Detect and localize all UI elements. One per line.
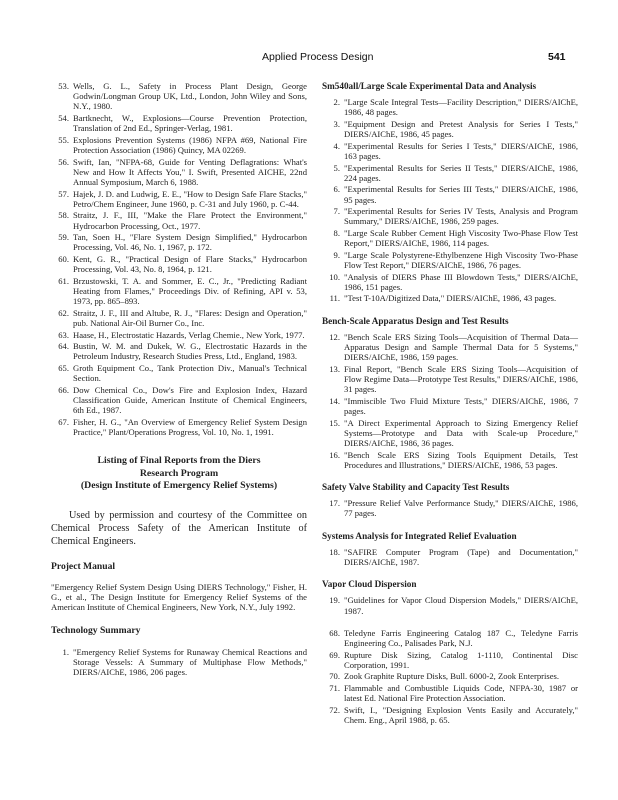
reference-item	[51, 135, 307, 155]
listing-title-line: Listing of Final Reports from the Diers	[97, 455, 261, 467]
reference-text: "Bench Scale ERS Sizing Tools—Acquisition of Thermal Data—Apparatus Design and Sample Thermal Data for 5 Systems," DIERS/AIChE, 1986, 159 pages.	[344, 331, 578, 363]
reference-item	[51, 210, 307, 230]
reference-number: 15.	[329, 417, 340, 428]
reference-text: "Analysis of DIERS Phase III Blowdown Tests," DIERS/AIChE, 1986, 151 pages.	[344, 271, 578, 292]
reference-item	[322, 705, 578, 725]
reference-text: Straitz, J. F., III and Altube, R. J., "Flares: Design and Operation," pub. National Air-Oil Burner Co., Inc.	[73, 307, 307, 328]
reference-number: 16.	[329, 449, 340, 460]
left-column	[51, 81, 307, 679]
reference-text: Kent, G. R., "Practical Design of Flare Stacks," Hydrocarbon Processing, Vol. 43, No. 8, 1964, p. 121.	[73, 253, 307, 275]
reference-text: Final Report, "Bench Scale ERS Sizing Tools—Acquisition of Flow Regime Data—Prototype Test Results," DIERS/AIChE, 1986, 31 pages.	[344, 363, 578, 395]
permission-note: Used by permission and courtesy of the Committee on Chemical Process Safety of the American Institute of Chemical Engineers.	[51, 509, 307, 547]
reference-number: 71.	[329, 683, 340, 693]
systems-analysis-heading: Systems Analysis for Integrated Relief Evaluation	[322, 530, 517, 541]
reference-number: 7.	[333, 206, 340, 217]
reference-item	[322, 184, 578, 204]
reference-item	[322, 547, 578, 567]
reference-list-53-67	[51, 81, 307, 437]
reference-item	[51, 308, 307, 328]
reference-item	[322, 498, 578, 518]
reference-text: "Large Scale Polystyrene-Ethylbenzene High Viscosity Two-Phase Flow Test Report," DIERS/AIChE, 1986, 76 pages.	[344, 249, 578, 270]
reference-item	[51, 254, 307, 274]
reference-number: 54.	[58, 113, 69, 123]
reference-item	[322, 364, 578, 395]
reference-item	[51, 276, 307, 307]
bench-heading: Bench-Scale Apparatus Design and Test Results	[322, 315, 509, 326]
reference-item	[51, 330, 307, 340]
reference-number: 8.	[333, 227, 340, 238]
reference-number: 55.	[58, 134, 69, 145]
reference-item	[322, 250, 578, 270]
reference-number: 12.	[329, 331, 340, 342]
reference-text: Haase, H., Electrostatic Hazards, Verlag Chemie., New York, 1977.	[73, 329, 305, 340]
reference-number: 72.	[329, 704, 340, 715]
reference-number: 58.	[58, 210, 69, 221]
right-column	[322, 81, 578, 727]
reference-number: 4.	[333, 140, 340, 151]
reference-text: Bartknecht, W., Explosions—Course Prevention Protection, Translation of 2nd Ed., Springer-Verlag, 1981.	[73, 113, 307, 134]
reference-number: 59.	[58, 232, 69, 243]
reference-number: 60.	[58, 253, 69, 264]
reference-item	[51, 189, 307, 209]
reference-number: 2.	[333, 97, 340, 108]
reference-item	[322, 418, 578, 449]
running-title: Applied Process Design	[262, 51, 374, 63]
sm540-heading: Sm540all/Large Scale Experimental Data and Analysis	[322, 81, 537, 91]
listing-title-line: Research Program	[139, 467, 219, 479]
reference-number: 68.	[329, 627, 340, 638]
reference-number: 53.	[58, 81, 69, 91]
reference-number: 17.	[329, 498, 340, 509]
reference-text: Dow Chemical Co., Dow's Fire and Explosion Index, Hazard Classification Guide, American Institute of Chemical Engineers, 6th Ed., 1987.	[73, 384, 307, 416]
reference-number: 18.	[329, 546, 340, 557]
reference-text: Swift, Ian, "NFPA-68, Guide for Venting Deflagrations: What's New and How It Affects You," I. Swift, Presented AICHE, 22nd Annual Symposium, March 6, 1988.	[73, 156, 307, 187]
reference-text: Fisher, H. G., "An Overview of Emergency Relief System Design Practice," Plant/Operations Progress, Vol. 10, No. 1, 1991.	[73, 416, 307, 437]
reference-item	[322, 272, 578, 292]
reference-item	[51, 647, 307, 678]
reference-number: 57.	[58, 188, 69, 199]
reference-text: "Experimental Results for Series I Tests," DIERS/AIChE, 1986, 163 pages.	[344, 140, 578, 161]
reference-text: Straitz, J. F., III, "Make the Flare Protect the Environment," Hydrocarbon Processing, Oct., 1977.	[73, 210, 307, 231]
listing-title-line: (Design Institute of Emergency Relief Systems)	[80, 480, 278, 492]
reference-item	[51, 417, 307, 437]
reference-number: 1.	[62, 646, 69, 657]
reference-item	[51, 113, 307, 133]
reference-text: "Test T-10A/Digitized Data," DIERS/AIChE, 1986, 43 pages.	[344, 293, 557, 304]
reference-text: Teledyne Farris Engineering Catalog 187 C., Teledyne Farris Engineering Co., Palisades Park, N.J.	[344, 627, 578, 649]
reference-text: Rupture Disk Sizing, Catalog 1-1110, Continental Disc Corporation, 1991.	[344, 649, 578, 670]
reference-item	[322, 650, 578, 670]
reference-item	[322, 293, 578, 303]
reference-number: 13.	[329, 363, 340, 374]
reference-text: Tan, Soen H., "Flare System Design Simplified," Hydrocarbon Processing, Vol. 46, No. 1, 1967, p. 172.	[73, 232, 307, 253]
reference-item	[322, 671, 578, 681]
reference-text: "Pressure Relief Valve Performance Study," DIERS/AIChE, 1986, 77 pages.	[344, 498, 578, 519]
reference-list-68-72	[322, 628, 578, 725]
reference-item	[51, 363, 307, 383]
reference-text: "Equipment Design and Pretest Analysis for Series I Tests," DIERS/AIChE, 1986, 45 pages.	[344, 119, 578, 140]
reference-item	[51, 385, 307, 416]
reference-text: "Bench Scale ERS Sizing Tools Equipment Details, Test Procedures and Illustrations," DIERS/AIChE, 1986, 53 pages.	[344, 449, 578, 470]
reference-text: Wells, G. L., Safety in Process Plant Design, George Godwin/Longman Group UK, Ltd., London, John Wiley and Sons, N.Y., 1980.	[73, 81, 307, 112]
reference-item	[322, 332, 578, 363]
reference-number: 70.	[329, 671, 340, 682]
reference-number: 64.	[58, 341, 69, 352]
page-number: 541	[548, 51, 566, 63]
vapor-cloud-heading: Vapor Cloud Dispersion	[322, 579, 417, 590]
reference-item	[322, 206, 578, 226]
reference-item	[322, 141, 578, 161]
reference-text: Brzustowski, T. A. and Sommer, E. C., Jr., "Predicting Radiant Heating from Flames," Proceedings Div. of Refining, API v. 53, 1973, pp. 865–893.	[73, 275, 307, 307]
reference-text: "Large Scale Integral Tests—Facility Description," DIERS/AIChE, 1986, 48 pages.	[344, 97, 578, 118]
reference-text: "A Direct Experimental Approach to Sizing Emergency Relief Systems—Prototype and Data with Scale-up Procedure," DIERS/AIChE, 1986, 36 pages.	[344, 417, 578, 448]
project-manual-heading: Project Manual	[51, 560, 116, 572]
reference-text: "Guidelines for Vapor Cloud Dispersion Models," DIERS/AIChE, 1987.	[344, 595, 578, 616]
reference-text: "Experimental Results for Series III Tests," DIERS/AIChE, 1986, 95 pages.	[344, 184, 578, 205]
reference-item	[322, 683, 578, 703]
reference-text: Flammable and Combustible Liquids Code, NFPA-30, 1987 or latest Ed. National Fire Protection Association.	[344, 683, 578, 704]
reference-text: "Experimental Results for Series IV Tests, Analysis and Program Summary," DIERS/AIChE, 1986, 259 pages.	[344, 206, 578, 227]
safety-valve-heading: Safety Valve Stability and Capacity Test Results	[322, 481, 510, 492]
reference-text: "Emergency Relief Systems for Runaway Chemical Reactions and Storage Vessels: A Summary of Multiphase Flow Methods," DIERS/AIChE, 1986, 206 pages.	[73, 646, 307, 678]
reference-number: 5.	[333, 162, 340, 173]
reference-item	[322, 450, 578, 470]
reference-text: "SAFIRE Computer Program (Tape) and Documentation," DIERS/AIChE, 1987.	[344, 546, 578, 567]
reference-number: 9.	[333, 249, 340, 260]
reference-item	[322, 163, 578, 183]
reference-item	[51, 341, 307, 361]
technology-summary-heading: Technology Summary	[51, 625, 141, 637]
reference-text: Explosions Prevention Systems (1986) NFPA #69, National Fire Protection Association (1986) Quincy, MA 02269.	[73, 134, 307, 155]
reference-item	[322, 396, 578, 416]
reference-number: 69.	[329, 649, 340, 660]
reference-number: 61.	[58, 275, 69, 286]
reference-number: 62.	[58, 307, 69, 318]
reference-number: 66.	[58, 384, 69, 395]
reference-item	[51, 81, 307, 112]
reference-number: 3.	[333, 119, 340, 129]
reference-number: 67.	[58, 416, 69, 427]
reference-number: 65.	[58, 362, 69, 373]
reference-number: 6.	[333, 184, 340, 195]
reference-number: 10.	[329, 271, 340, 282]
reference-item	[51, 232, 307, 252]
reference-text: Groth Equipment Co., Tank Protection Div., Manual's Technical Section.	[73, 362, 307, 384]
reference-item	[322, 119, 578, 139]
reference-item	[322, 628, 578, 648]
reference-number: 56.	[58, 156, 69, 167]
reference-item	[51, 157, 307, 188]
project-manual-text: "Emergency Relief System Design Using DIERS Technology," Fisher, H. G., et al., The Design Institute for Emergency Relief Systems of the American Institute of Chemical Engineers, New York, N.Y., July 1992.	[51, 581, 307, 613]
listing-title	[51, 455, 307, 493]
reference-text: "Immiscible Two Fluid Mixture Tests," DIERS/AIChE, 1986, 7 pages.	[344, 395, 578, 416]
reference-text: "Large Scale Rubber Cement High Viscosity Two-Phase Flow Test Report," DIERS/AIChE, 1986, 114 pages.	[344, 227, 578, 249]
reference-number: 63.	[58, 329, 69, 340]
reference-text: Hajek, J. D. and Ludwig, E. E., "How to Design Safe Flare Stacks," Petro/Chem Engineer, June 1960, p. C-31 and July 1960, p. C-44.	[73, 188, 307, 209]
reference-item	[322, 97, 578, 117]
reference-text: Zook Graphite Rupture Disks, Bull. 6000-2, Zook Enterprises.	[344, 671, 560, 682]
reference-item	[322, 595, 578, 615]
reference-number: 19.	[329, 595, 340, 606]
reference-number: 14.	[329, 395, 340, 406]
reference-text: Swift, I., "Designing Explosion Vents Easily and Accurately," Chem. Eng., April 1988, p. 65.	[344, 704, 578, 725]
reference-number: 11.	[329, 293, 340, 304]
reference-text: Bustin, W. M. and Dukek, W. G., Electrostatic Hazards in the Petroleum Industry, Research Studies Press, Ltd., England, 1983.	[73, 341, 307, 362]
reference-item	[322, 228, 578, 248]
reference-text: "Experimental Results for Series II Tests," DIERS/AIChE, 1986, 224 pages.	[344, 162, 578, 183]
